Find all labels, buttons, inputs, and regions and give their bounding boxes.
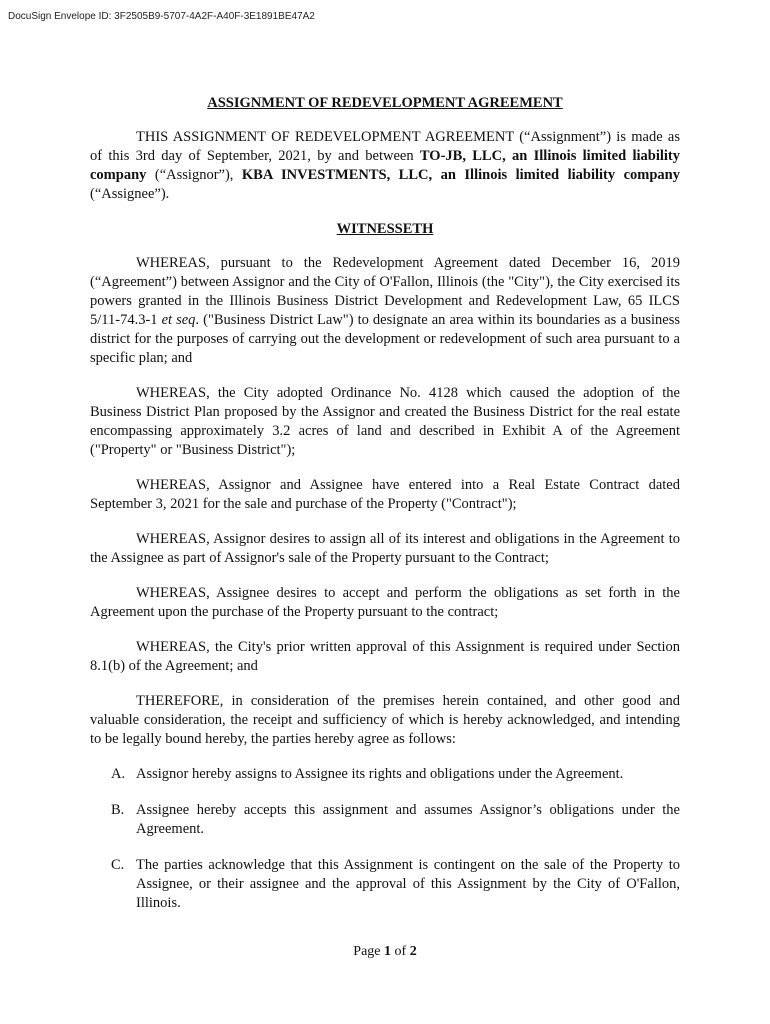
document-title: ASSIGNMENT OF REDEVELOPMENT AGREEMENT — [207, 95, 563, 111]
page-footer — [0, 944, 770, 960]
agreement-items — [90, 765, 680, 913]
intro-text-1: THIS ASSIGNMENT OF REDEVELOPMENT AGREEMENT (“Assignment”) is made as of this 3rd day of September, 2021, by and between — [90, 129, 680, 164]
item-marker: A. — [111, 766, 126, 782]
item-text: The parties acknowledge that this Assignment is contingent on the sale of the Property to Assignee, or their assignee and the approval of this Assignment by the City of O'Fallon, Illinois. — [136, 857, 680, 911]
whereas-paragraph-1 — [90, 254, 680, 368]
intro-text-2: (“Assignor”), — [146, 167, 242, 183]
whereas-paragraph-4: WHEREAS, Assignor desires to assign all of its interest and obligations in the Agreement to the Assignee as part of Assignor's sale of the Property pursuant to the Contract; — [90, 531, 680, 566]
list-item — [90, 801, 680, 839]
page-total: 2 — [409, 944, 417, 959]
therefore-paragraph: THEREFORE, in consideration of the premises herein contained, and other good and valuable consideration, the receipt and sufficiency of which is hereby acknowledged, and intending to be legally bound hereby, the parties hereby agree as follows: — [90, 693, 680, 747]
whereas-1-text-2: . ("Business District Law") to designate an area within its boundaries as a business district for the purposes of carrying out the development or redevelopment of such area pursuant to a specific plan; and — [90, 312, 680, 366]
whereas-1-text-1: WHEREAS, pursuant to the Redevelopment Agreement dated December 16, 2019 (“Agreement”) between Assignor and the City of O'Fallon, Illinois (the "City"), the City exercised its powers granted in the Illinois Business District Development and Redevelopment Law, 65 ILCS 5/11-74.3-1 — [90, 255, 680, 328]
whereas-paragraph-2: WHEREAS, the City adopted Ordinance No. 4128 which caused the adoption of the Business District Plan proposed by the Assignor and created the Business District for the real estate encompassing approximately 3.2 acres of land and described in Exhibit A of the Agreement ("Property" or "Business District"); — [90, 385, 680, 458]
page-prefix: Page — [353, 944, 385, 959]
list-item — [90, 765, 680, 784]
intro-paragraph — [90, 128, 680, 204]
assignee-name: KBA INVESTMENTS, LLC, an Illinois limited liability company — [241, 167, 680, 183]
list-item — [90, 856, 680, 913]
whereas-paragraph-5: WHEREAS, Assignee desires to accept and perform the obligations as set forth in the Agreement upon the purchase of the Property pursuant to the contract; — [90, 585, 680, 620]
whereas-paragraph-6: WHEREAS, the City's prior written approval of this Assignment is required under Section 8.1(b) of the Agreement; and — [90, 639, 680, 674]
witnesseth-heading: WITNESSETH — [336, 221, 434, 237]
whereas-paragraph-3: WHEREAS, Assignor and Assignee have entered into a Real Estate Contract dated September 3, 2021 for the sale and purchase of the Property ("Contract"); — [90, 477, 680, 512]
item-text: Assignee hereby accepts this assignment and assumes Assignor’s obligations under the Agreement. — [136, 802, 680, 837]
intro-text-3: (“Assignee”). — [90, 186, 170, 202]
item-text: Assignor hereby assigns to Assignee its rights and obligations under the Agreement. — [136, 766, 624, 782]
assignor-name: TO-JB, LLC, an Illinois limited liability company — [90, 148, 680, 183]
item-marker: B. — [111, 802, 125, 818]
envelope-id: DocuSign Envelope ID: 3F2505B9-5707-4A2F-A40F-3E1891BE47A2 — [8, 11, 315, 22]
item-marker: C. — [111, 857, 125, 873]
page-current: 1 — [384, 944, 392, 959]
et-seq: et seq — [161, 312, 196, 328]
document-page — [90, 94, 680, 930]
page-mid: of — [391, 944, 410, 959]
